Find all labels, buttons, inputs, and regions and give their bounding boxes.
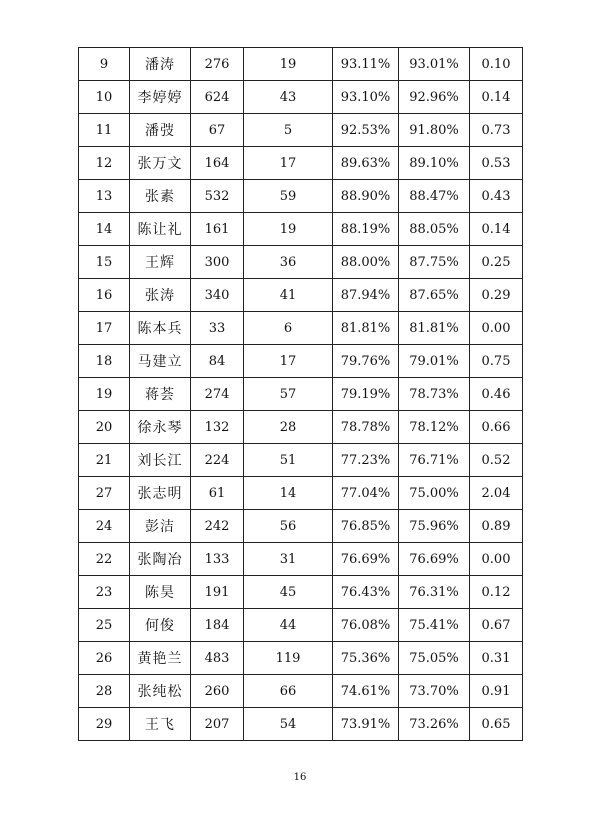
count-cell: 44 [244,609,333,642]
count-cell: 54 [244,708,333,741]
count-cell: 43 [244,81,333,114]
rate-b-cell: 93.01% [399,48,470,81]
table-row [79,642,523,675]
table-row [79,708,523,741]
rank-cell: 11 [79,114,130,147]
count-cell: 56 [244,510,333,543]
diff-cell: 0.66 [470,411,523,444]
diff-cell: 0.25 [470,246,523,279]
name-cell: 王飞 [130,708,191,741]
diff-cell: 0.12 [470,576,523,609]
total-cell: 61 [191,477,244,510]
total-cell: 224 [191,444,244,477]
table-row [79,246,523,279]
diff-cell: 0.73 [470,114,523,147]
total-cell: 274 [191,378,244,411]
total-cell: 260 [191,675,244,708]
count-cell: 28 [244,411,333,444]
table-row [79,609,523,642]
rank-cell: 29 [79,708,130,741]
rank-cell: 22 [79,543,130,576]
name-cell: 马建立 [130,345,191,378]
rank-cell: 18 [79,345,130,378]
table-row [79,576,523,609]
total-cell: 300 [191,246,244,279]
rate-b-cell: 81.81% [399,312,470,345]
name-cell: 张陶冶 [130,543,191,576]
rate-a-cell: 93.10% [333,81,399,114]
page-number: 16 [293,772,307,783]
count-cell: 59 [244,180,333,213]
total-cell: 276 [191,48,244,81]
table-row [79,675,523,708]
name-cell: 张志明 [130,477,191,510]
rate-b-cell: 76.71% [399,444,470,477]
rank-cell: 19 [79,378,130,411]
total-cell: 207 [191,708,244,741]
rate-a-cell: 76.85% [333,510,399,543]
rank-cell: 23 [79,576,130,609]
rate-b-cell: 75.41% [399,609,470,642]
rank-cell: 10 [79,81,130,114]
total-cell: 624 [191,81,244,114]
rank-cell: 9 [79,48,130,81]
count-cell: 51 [244,444,333,477]
diff-cell: 0.14 [470,213,523,246]
table-row [79,444,523,477]
table-row [79,477,523,510]
diff-cell: 0.29 [470,279,523,312]
rate-a-cell: 78.78% [333,411,399,444]
diff-cell: 0.00 [470,312,523,345]
rank-cell: 27 [79,477,130,510]
name-cell: 王辉 [130,246,191,279]
rate-b-cell: 79.01% [399,345,470,378]
total-cell: 132 [191,411,244,444]
total-cell: 184 [191,609,244,642]
diff-cell: 0.75 [470,345,523,378]
rate-b-cell: 87.65% [399,279,470,312]
rate-a-cell: 88.00% [333,246,399,279]
rate-a-cell: 89.63% [333,147,399,180]
rank-cell: 26 [79,642,130,675]
table-row [79,378,523,411]
rate-a-cell: 75.36% [333,642,399,675]
count-cell: 17 [244,345,333,378]
total-cell: 161 [191,213,244,246]
rate-b-cell: 73.70% [399,675,470,708]
rank-cell: 16 [79,279,130,312]
diff-cell: 0.43 [470,180,523,213]
name-cell: 彭洁 [130,510,191,543]
diff-cell: 2.04 [470,477,523,510]
rank-cell: 12 [79,147,130,180]
rate-b-cell: 76.31% [399,576,470,609]
rate-b-cell: 89.10% [399,147,470,180]
rate-a-cell: 76.43% [333,576,399,609]
rate-b-cell: 73.26% [399,708,470,741]
count-cell: 119 [244,642,333,675]
table-row [79,147,523,180]
rate-a-cell: 77.23% [333,444,399,477]
rate-a-cell: 81.81% [333,312,399,345]
count-cell: 57 [244,378,333,411]
rate-a-cell: 79.76% [333,345,399,378]
count-cell: 66 [244,675,333,708]
diff-cell: 0.53 [470,147,523,180]
name-cell: 张万文 [130,147,191,180]
diff-cell: 0.31 [470,642,523,675]
table-row [79,48,523,81]
table-row [79,81,523,114]
rate-b-cell: 75.00% [399,477,470,510]
rate-a-cell: 77.04% [333,477,399,510]
name-cell: 刘长江 [130,444,191,477]
rate-b-cell: 75.96% [399,510,470,543]
total-cell: 84 [191,345,244,378]
name-cell: 黄艳兰 [130,642,191,675]
table-row [79,114,523,147]
results-table-body [79,48,523,741]
diff-cell: 0.52 [470,444,523,477]
count-cell: 19 [244,48,333,81]
table-row [79,543,523,576]
rate-a-cell: 92.53% [333,114,399,147]
table-row [79,345,523,378]
rank-cell: 25 [79,609,130,642]
table-row [79,279,523,312]
total-cell: 133 [191,543,244,576]
rate-b-cell: 75.05% [399,642,470,675]
table-row [79,180,523,213]
rate-b-cell: 88.47% [399,180,470,213]
rate-a-cell: 76.69% [333,543,399,576]
rate-a-cell: 88.90% [333,180,399,213]
total-cell: 191 [191,576,244,609]
total-cell: 483 [191,642,244,675]
total-cell: 164 [191,147,244,180]
rate-b-cell: 92.96% [399,81,470,114]
rank-cell: 15 [79,246,130,279]
diff-cell: 0.89 [470,510,523,543]
rank-cell: 21 [79,444,130,477]
table-row [79,510,523,543]
name-cell: 张纯松 [130,675,191,708]
name-cell: 潘涛 [130,48,191,81]
rank-cell: 24 [79,510,130,543]
rate-b-cell: 78.12% [399,411,470,444]
diff-cell: 0.46 [470,378,523,411]
diff-cell: 0.65 [470,708,523,741]
name-cell: 陈昊 [130,576,191,609]
rate-a-cell: 79.19% [333,378,399,411]
diff-cell: 0.10 [470,48,523,81]
count-cell: 17 [244,147,333,180]
count-cell: 5 [244,114,333,147]
diff-cell: 0.00 [470,543,523,576]
count-cell: 36 [244,246,333,279]
table-row [79,411,523,444]
count-cell: 45 [244,576,333,609]
rate-b-cell: 91.80% [399,114,470,147]
name-cell: 陈本兵 [130,312,191,345]
rate-b-cell: 87.75% [399,246,470,279]
count-cell: 6 [244,312,333,345]
total-cell: 242 [191,510,244,543]
total-cell: 67 [191,114,244,147]
count-cell: 41 [244,279,333,312]
rate-a-cell: 74.61% [333,675,399,708]
name-cell: 李婷婷 [130,81,191,114]
name-cell: 张素 [130,180,191,213]
name-cell: 徐永琴 [130,411,191,444]
table-row [79,213,523,246]
results-table [78,47,523,741]
rate-b-cell: 78.73% [399,378,470,411]
name-cell: 陈让礼 [130,213,191,246]
count-cell: 19 [244,213,333,246]
diff-cell: 0.91 [470,675,523,708]
name-cell: 张涛 [130,279,191,312]
name-cell: 何俊 [130,609,191,642]
rank-cell: 13 [79,180,130,213]
total-cell: 532 [191,180,244,213]
rank-cell: 20 [79,411,130,444]
rate-a-cell: 73.91% [333,708,399,741]
total-cell: 340 [191,279,244,312]
rate-a-cell: 76.08% [333,609,399,642]
rate-a-cell: 93.11% [333,48,399,81]
diff-cell: 0.67 [470,609,523,642]
name-cell: 蒋荟 [130,378,191,411]
total-cell: 33 [191,312,244,345]
count-cell: 31 [244,543,333,576]
rank-cell: 14 [79,213,130,246]
count-cell: 14 [244,477,333,510]
rank-cell: 28 [79,675,130,708]
rate-a-cell: 88.19% [333,213,399,246]
name-cell: 潘弢 [130,114,191,147]
rate-b-cell: 76.69% [399,543,470,576]
rank-cell: 17 [79,312,130,345]
rate-a-cell: 87.94% [333,279,399,312]
rate-b-cell: 88.05% [399,213,470,246]
table-row [79,312,523,345]
diff-cell: 0.14 [470,81,523,114]
